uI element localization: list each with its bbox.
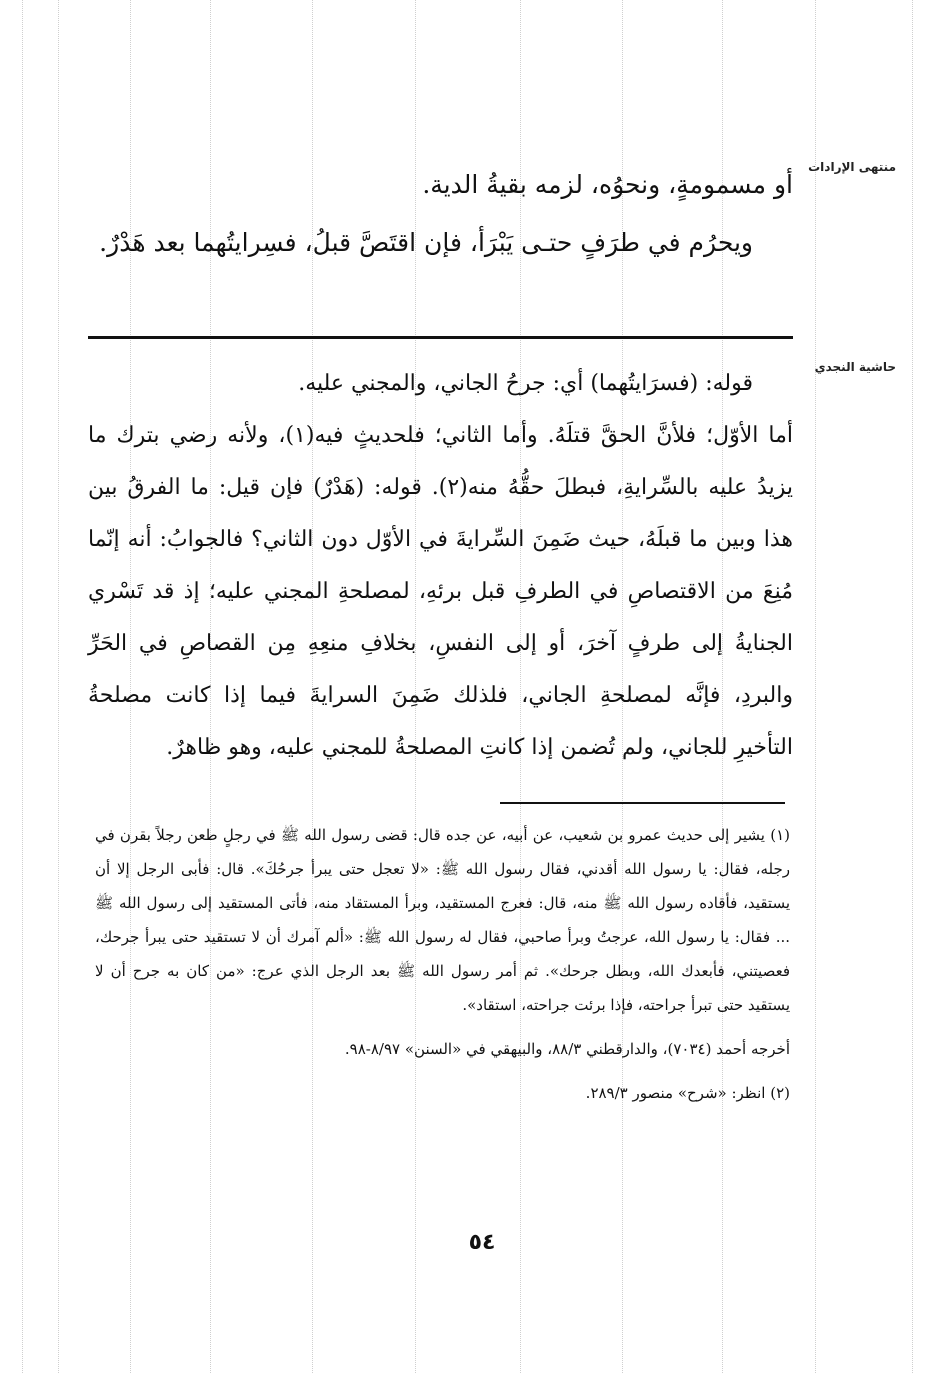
matn-line-1: أو مسمومةٍ، ونحوُه، لزمه بقيةُ الدية.	[422, 170, 793, 199]
footnote-2: (٢) انظر: «شرح» منصور ٢٨٩/٣.	[585, 1084, 790, 1102]
scan-line	[22, 0, 23, 1373]
footnote-1: (١) يشير إلى حديث عمرو بن شعيب، عن أبيه، عن جده قال: قضى رسول الله ﷺ في رجلٍ طعن رجلاً بقرن في رجله، فقال: يا رسول الله أقدني، فقال رسول الله ﷺ: «لا تعجل حتى يبرأ جرحُكَ». قال: فأبى الرجل إلا أن يستقيد، فأقاده رسول الله ﷺ منه، قال: فعرج المستقيد، وبرأ المستقاد منه، فأتى المستقيد إلى رسول الله ﷺ ... فقال: يا رسول الله، عرجتُ وبرأ صاحبي، فقال له رسول الله ﷺ: «ألم آمرك أن لا تستقيد حتى يبرأ جرحك، فعصيتني، فأبعدك الله، وبطل جرحك». ثم أمر رسول الله ﷺ بعد الرجل الذي عرج: «من كان به جرح أن لا يستقيد حتى تبرأ جراحته، فإذا برئت جراحته، استقاد».	[95, 826, 790, 1014]
matn-paragraph-2: ويحرُم في طرَفٍ حتـى يَبْرَأ، فإن اقتَصَّ قبلُ، فسِرايتُهما بعد هَدْرٌ.	[99, 228, 753, 257]
matn-section	[88, 156, 793, 272]
hashiya-paragraph-2: أما الأوّل؛ فلأنَّ الحقَّ قتلَهُ. وأما الثاني؛ فلحديثٍ فيه(١)، ولأنه رضي بترك ما يزيدُ عليه بالسِّرايةِ، فبطلَ حقُّهُ منه(٢). قوله: (هَدْرٌ) فإن قيل: ما الفرقُ بين هذا وبين ما قبلَهُ، حيث ضَمِنَ السِّرايةَ في الأوّل دون الثاني؟ فالجوابُ: أنه إنّما مُنِعَ من الاقتصاصِ في الطرفِ قبل برئهِ، لمصلحةِ المجني عليه؛ إذ قد تَسْري الجنايةُ إلى طرفٍ آخرَ، أو إلى النفسِ، بخلافِ منعِهِ مِن القصاصِ في الحَرِّ والبردِ، فإنَّه لمصلحةِ الجاني، فلذلك ضَمِنَ السرايةَ فيما إذا كانت مصلحةُ التأخيرِ للجاني، ولم تُضمن إذا كانتِ المصلحةُ للمجني عليه، وهو ظاهرٌ.	[88, 423, 793, 760]
hashiya-section	[88, 358, 793, 774]
scan-line	[58, 0, 59, 1373]
scan-line	[912, 0, 913, 1373]
margin-label-matn: منتهى الإرادات	[808, 160, 896, 174]
hashiya-paragraph-1: قوله: (فسرَايتُهما) أي: جرحُ الجاني، والمجني عليه.	[298, 371, 753, 396]
scan-line	[815, 0, 816, 1373]
footnote-divider	[500, 802, 785, 804]
footnotes-section	[95, 818, 790, 1110]
margin-label-hashiya: حاشية النجدي	[814, 360, 896, 374]
section-divider	[88, 336, 793, 339]
page-number: ٥٤	[468, 1230, 496, 1255]
footnote-1-source: أخرجه أحمد (٧٠٣٤)، والدارقطني ٨٨/٣، والبيهقي في «السنن» ٨/٩٧-٩٨.	[344, 1040, 790, 1058]
